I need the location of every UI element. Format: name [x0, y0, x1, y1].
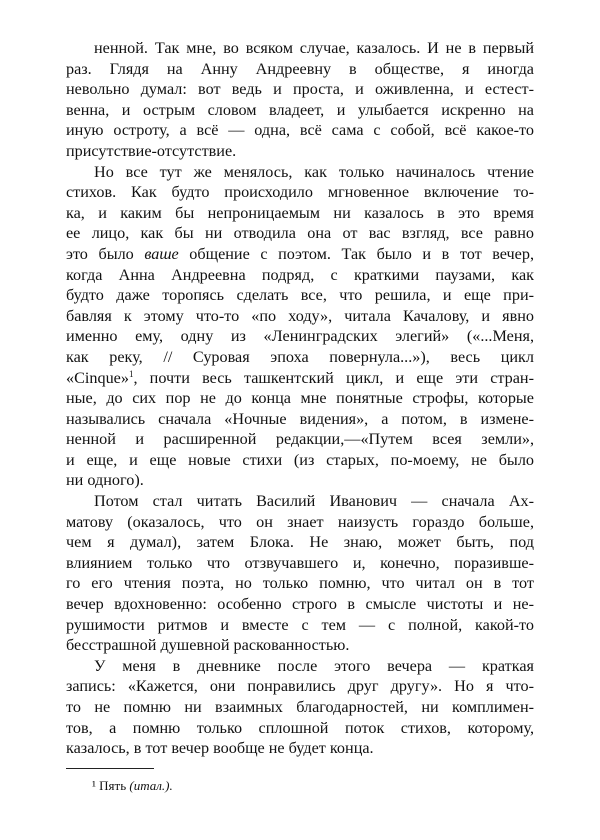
body-text [66, 38, 534, 759]
text-line: ненной и расширенной редакции,—«Путем всея земли», [66, 430, 534, 449]
text-line: бавляя к этому что-то «по ходу», читала Качалову, и явно [66, 306, 534, 325]
text-line: ные, до сих пор не до конца мне понятные строфы, которые [66, 389, 534, 408]
text-line: и еще, и еще новые стихи (из старых, по-моему, не было [66, 450, 534, 469]
footnote-text: Пять [99, 778, 127, 793]
text-line: как реку, // Суровая эпоха повернула...»), весь цикл [66, 347, 534, 366]
text-line: будто даже торопясь сделать все, что решила, и еще при- [66, 286, 534, 305]
footnote-reference: 1 [128, 368, 134, 379]
text-line: Потом стал читать Василий Иванович — сначала Ах- [94, 492, 534, 511]
footnote [92, 778, 173, 794]
text-line: иную остроту, а всё — одна, всё сама с собой, всё какое-то [66, 121, 534, 140]
text-line: казалось, в тот вечер вообще не будет конца. [66, 739, 374, 758]
text-line: ка, и каким бы непроницаемым ни казалось в это время [66, 203, 534, 222]
text-line: венна, и острым словом владеет, и улыбается искренно на [66, 100, 534, 119]
footnote-note: (итал.). [129, 778, 173, 793]
text-line: это было ваше общение с поэтом. Так было и в тот вечер, [66, 244, 535, 263]
text-line: ненной. Так мне, во всяком случае, казалось. И не в первый [94, 39, 534, 57]
text-line: У меня в дневнике после этого вечера — краткая [94, 656, 534, 675]
text-line: запись: «Кажется, они понравились друг другу». Но я что- [66, 677, 534, 696]
footnote-marker: ¹ [92, 778, 96, 793]
text-line: раз. Глядя на Анну Андреевну в обществе, я иногда [66, 59, 534, 78]
text-line: чем я думал), затем Блока. Не знаю, может быть, под [66, 533, 534, 552]
text-line: го его чтения поэта, но только помню, что читал он в тот [66, 574, 534, 593]
text-line: Но все тут же менялось, как только начиналось чтение [94, 162, 534, 181]
text-line: «Cinque»$^1$, почти весь ташкентский цикл, и еще эти стран- [66, 368, 534, 387]
text-line: тов, а помню только сплошной поток стихов, которому, [66, 718, 534, 737]
text-line: ее лицо, как бы ни отводила она от вас взгляд, все равно [66, 224, 534, 243]
text-line: матову (оказалось, что он знает наизусть гораздо больше, [66, 512, 534, 531]
text-line: назывались сначала «Ночные видения», а потом, в измене- [66, 409, 534, 428]
text-line: невольно думал: вот ведь и проста, и оживленна, и естест- [66, 80, 534, 99]
text-line: именно ему, одну из «Ленинградских элегий» («...Меня, [66, 327, 534, 346]
footnote-divider [66, 768, 154, 769]
text-line: ни одного). [66, 471, 144, 490]
text-line: бесстрашной душевной раскованностью. [66, 636, 350, 655]
text-line: то не помню ни взаимных благодарностей, ни комплимен- [66, 698, 534, 716]
text-line: присутствие-отсутствие. [66, 141, 237, 160]
text-line: стихов. Как будто происходило мгновенное включение то- [66, 183, 534, 202]
text-line: рушимости ритмов и вместе с тем — с полной, какой-то [66, 615, 534, 634]
emphasis: ваше [144, 244, 179, 263]
text-line: когда Анна Андреевна подряд, с краткими паузами, как [66, 265, 534, 284]
text-line: вечер вдохновенно: особенно строго в смысле чистоты и не- [66, 595, 534, 614]
text-line: влиянием только что отзвучавшего и, конечно, поразивше- [66, 553, 534, 572]
